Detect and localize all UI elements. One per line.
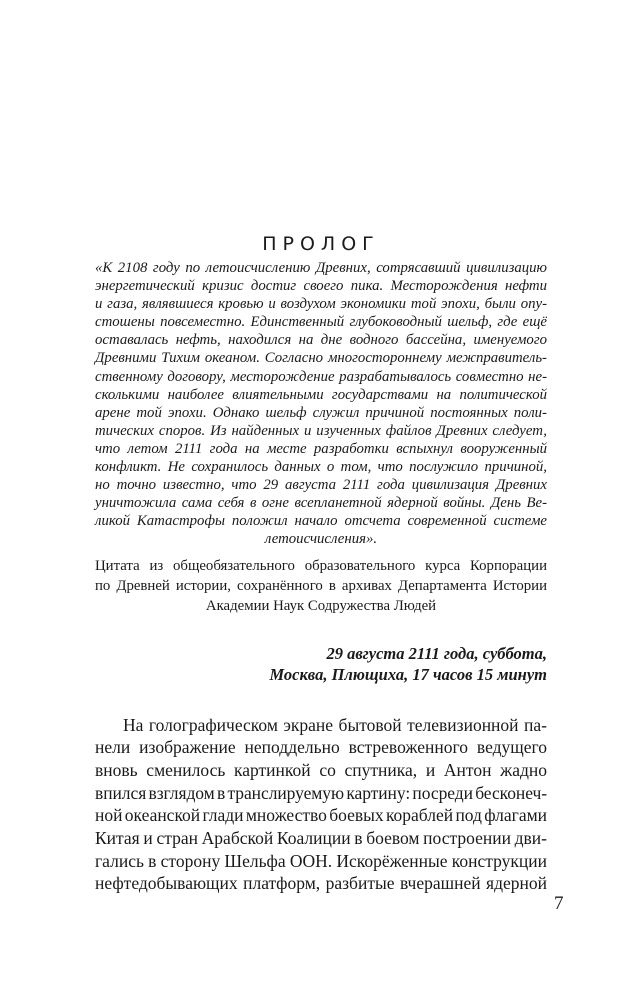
quote-line: Древними Тихим океаном. Согласно многостороннему межправитель- <box>95 350 547 367</box>
body-line: нефтедобывающих платформ, разбитые вчерашней ядерной <box>95 873 547 894</box>
dateline <box>95 643 547 685</box>
quote-line: но точно известно, что 29 августа 2111 года цивилизация Древних <box>95 477 547 494</box>
citation-line: Академии Наук Содружества Людей <box>205 597 437 614</box>
dateline-date: 29 августа 2111 года, суббота, <box>326 643 547 663</box>
quote-line: ликой Катастрофы положил начало отсчета современной системе <box>95 513 547 530</box>
quote-line: «К 2108 году по летоисчислению Древних, сотрясавший цивилизацию <box>95 260 547 276</box>
epigraph-citation <box>95 556 547 616</box>
quote-line: сколькими наиболее влиятельными государствами на политической <box>95 386 547 403</box>
body-line: вновь сменилось картинкой со спутника, и Антон жадно <box>95 759 547 780</box>
body-line: Китая и стран Арабской Коалиции в боевом построении дви- <box>95 828 547 849</box>
citation-line: по Древней истории, сохранённого в архивах Департамента Истории <box>95 577 547 594</box>
quote-line: арене той эпохи. Однако шельф служил причиной постоянных поли- <box>95 404 547 421</box>
quote-line: тических споров. Из найденных и изученных файлов Древних следует, <box>95 422 547 439</box>
dateline-place-time: Москва, Плющиха, 17 часов 15 минут <box>269 664 547 684</box>
body-line: нели изображение неподдельно встревоженного ведущего <box>95 737 547 758</box>
body-text <box>95 714 547 896</box>
quote-line: стошены повсеместно. Единственный глубоководный шельф, где ещё <box>95 314 547 331</box>
quote-line: конфликт. Не сохранилось данных о том, что послужило причиной, <box>95 459 547 476</box>
epigraph-quote <box>95 259 547 549</box>
quote-line: что летом 2111 года на месте разработки вспыхнул вооруженный <box>95 440 547 457</box>
quote-line: уничтожила сама себя в огне всепланетной ядерной войны. День Ве- <box>95 495 547 512</box>
chapter-title: ПРОЛОГ <box>262 233 380 255</box>
citation-line: Цитата из общеобязательного образовательного курса Корпорации <box>95 557 547 574</box>
quote-line: энергетический кризис достиг своего пика. Месторождения нефти <box>95 278 547 295</box>
body-line: ной океанской глади множество боевых кораблей под флагами <box>95 805 547 826</box>
body-line: На голографическом экране бытовой телевизионной па- <box>123 714 547 735</box>
quote-line: и газа, являвшиеся кровью и воздухом экономики той эпохи, были опу- <box>95 296 547 313</box>
body-line: гались в сторону Шельфа ООН. Искорёженные конструкции <box>95 850 547 871</box>
book-page <box>95 0 547 895</box>
body-line: впился взглядом в транслируемую картину: посреди бесконеч- <box>95 782 547 803</box>
quote-line: оставалась нефть, находился на дне водного бассейна, именуемого <box>95 332 547 349</box>
quote-line: ственному договору, месторождение разрабатывалось совместно не- <box>95 368 547 385</box>
page-number: 7 <box>554 893 564 914</box>
quote-line: летоисчисления». <box>264 531 378 548</box>
